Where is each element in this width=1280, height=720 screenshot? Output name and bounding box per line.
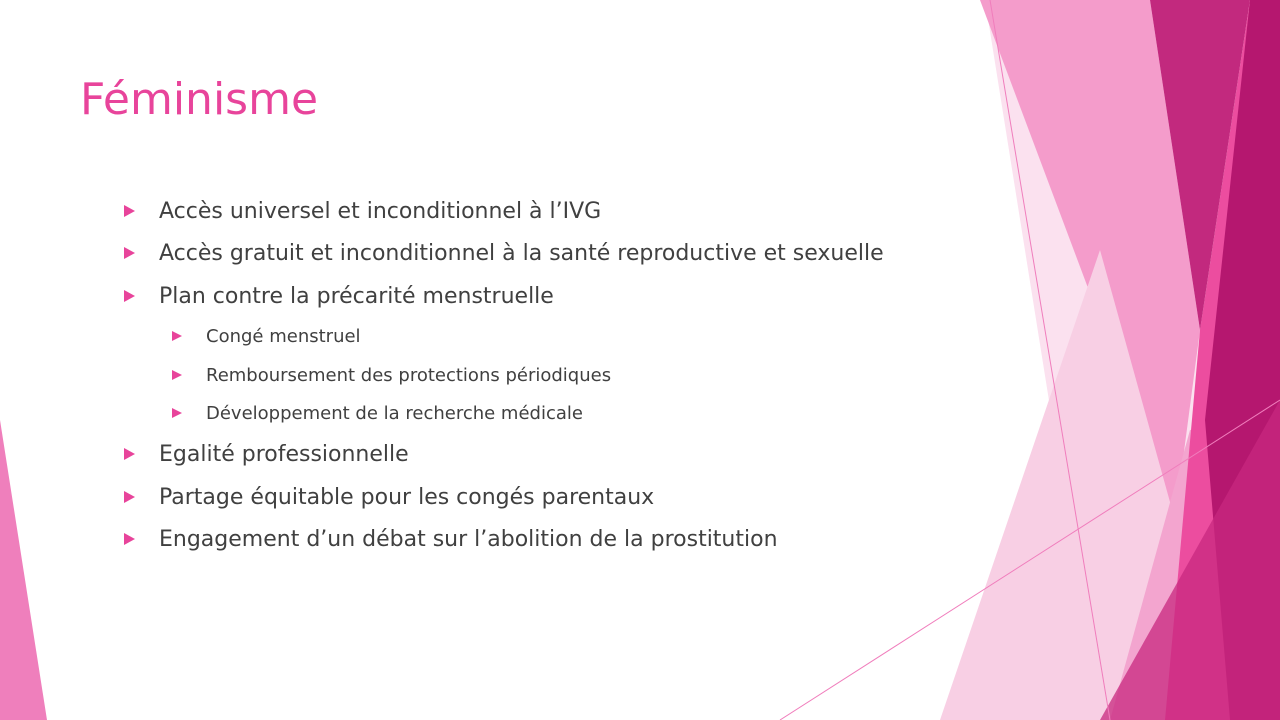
sub-bullet-item — [172, 400, 583, 426]
sub-bullet-item — [172, 323, 361, 349]
left-facet — [0, 420, 47, 720]
sub-bullet-text: Développement de la recherche médicale — [206, 402, 583, 424]
bullet-item — [124, 524, 778, 554]
bullet-text: Plan contre la précarité menstruelle — [159, 283, 554, 309]
bullet-item — [124, 238, 884, 268]
triangle-right-icon — [124, 533, 135, 545]
triangle-right-icon — [124, 448, 135, 460]
bullet-item — [124, 281, 554, 311]
triangle-right-icon — [172, 370, 182, 380]
triangle-right-icon — [124, 491, 135, 503]
sub-bullet-item — [172, 362, 611, 388]
bullet-item — [124, 439, 409, 469]
bullet-text: Egalité professionnelle — [159, 441, 409, 467]
triangle-right-icon — [172, 408, 182, 418]
sub-bullet-text: Congé menstruel — [206, 325, 361, 347]
bullet-text: Engagement d’un débat sur l’abolition de la prostitution — [159, 526, 778, 552]
bullet-text: Accès universel et inconditionnel à l’IVG — [159, 198, 602, 224]
triangle-right-icon — [172, 331, 182, 341]
bullet-item — [124, 196, 601, 226]
bullet-text: Accès gratuit et inconditionnel à la santé reproductive et sexuelle — [159, 240, 884, 266]
slide-title: Féminisme — [80, 74, 319, 125]
triangle-right-icon — [124, 247, 135, 259]
bullet-item — [124, 482, 654, 512]
triangle-right-icon — [124, 205, 135, 217]
triangle-right-icon — [124, 290, 135, 302]
bullet-text: Partage équitable pour les congés parentaux — [159, 484, 655, 510]
sub-bullet-text: Remboursement des protections périodiques — [206, 364, 612, 386]
